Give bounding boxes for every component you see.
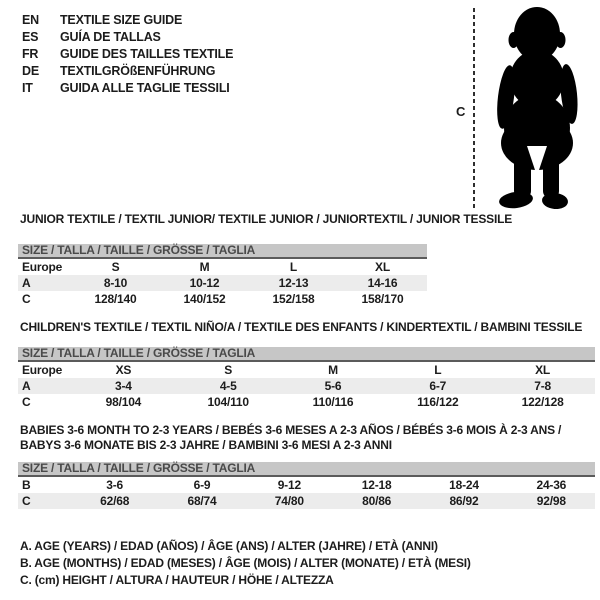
table-cell: 18-24: [449, 478, 479, 492]
size-header-bar: SIZE / TALLA / TAILLE / GRÖSSE / TAGLIA: [18, 244, 427, 259]
children-section-title: CHILDREN'S TEXTILE / TEXTIL NIÑO/A / TEXTILE DES ENFANTS / KINDERTEXTIL / BAMBINI TESSILE: [20, 320, 583, 334]
table-cell: 4-5: [219, 379, 237, 393]
table-row: [18, 493, 595, 509]
table-cell: 6-9: [193, 478, 211, 492]
language-label: GUIDA ALLE TAGLIE TESSILI: [60, 81, 230, 95]
language-label: GUIDE DES TAILLES TEXTILE: [60, 47, 234, 61]
table-cell: 3-6: [106, 478, 124, 492]
language-code: FR: [22, 47, 39, 61]
language-code: EN: [22, 13, 39, 27]
table-row: [18, 275, 427, 291]
table-cell: 86/92: [449, 494, 479, 508]
table-cell: M: [199, 260, 210, 274]
babies-title-line: BABYS 3-6 MONATE BIS 2-3 JAHRE / BAMBINI 3-6 MESI A 2-3 ANNI: [20, 438, 392, 452]
table-row: [18, 259, 427, 275]
language-list: [22, 12, 233, 97]
table-cell: 128/140: [94, 292, 137, 306]
table-cell: 122/128: [521, 395, 564, 409]
table-cell: 8-10: [103, 276, 128, 290]
row-label-cell: Europe: [22, 260, 63, 274]
babies-title-line: BABIES 3-6 MONTH TO 2-3 YEARS / BEBÉS 3-6 MESES A 2-3 AÑOS / BÉBÉS 3-6 MOIS À 2-3 ANS /: [20, 423, 562, 437]
table-cell: L: [434, 363, 442, 377]
table-cell: 12-18: [361, 478, 392, 492]
table-row: [18, 378, 595, 394]
row-label-cell: A: [22, 276, 31, 290]
measurement-legend: [20, 538, 471, 589]
table-cell: XL: [375, 260, 390, 274]
language-label: GUÍA DE TALLAS: [60, 30, 161, 44]
language-code: DE: [22, 64, 39, 78]
table-cell: 140/152: [183, 292, 226, 306]
table-cell: 14-16: [367, 276, 398, 290]
table-cell: 116/122: [417, 395, 459, 409]
table-row: [18, 362, 595, 378]
language-row: [22, 12, 233, 29]
junior-section-title: JUNIOR TEXTILE / TEXTIL JUNIOR/ TEXTILE JUNIOR / JUNIORTEXTIL / JUNIOR TESSILE: [20, 212, 513, 226]
table-cell: S: [224, 363, 233, 377]
baby-height-figure: [452, 4, 597, 214]
language-code: ES: [22, 30, 39, 44]
table-cell: 5-6: [324, 379, 342, 393]
table-cell: 62/68: [100, 494, 130, 508]
language-row: [22, 46, 233, 63]
table-cell: 7-8: [534, 379, 551, 393]
table-cell: 68/74: [187, 494, 217, 508]
height-dashed-line: [473, 8, 475, 208]
row-label-cell: Europe: [22, 363, 63, 377]
table-row: [18, 394, 595, 410]
language-row: [22, 29, 233, 46]
size-header-bar: SIZE / TALLA / TAILLE / GRÖSSE / TAGLIA: [18, 347, 595, 362]
table-cell: 6-7: [429, 379, 447, 393]
row-label-cell: C: [22, 292, 31, 306]
size-header-bar: SIZE / TALLA / TAILLE / GRÖSSE / TAGLIA: [18, 462, 595, 477]
table-cell: 80/86: [362, 494, 392, 508]
table-cell: 92/98: [536, 494, 566, 508]
table-cell: 74/80: [274, 494, 304, 508]
table-cell: 3-4: [115, 379, 132, 393]
table-cell: 98/104: [105, 395, 142, 409]
language-label: TEXTILE SIZE GUIDE: [60, 13, 183, 27]
table-cell: M: [328, 363, 338, 377]
table-cell: 110/116: [312, 395, 354, 409]
table-cell: 10-12: [189, 276, 220, 290]
language-label: TEXTILGRÖßENFÜHRUNG: [60, 64, 216, 78]
row-label-cell: C: [22, 494, 31, 508]
table-cell: 9-12: [277, 478, 301, 492]
table-cell: S: [111, 260, 120, 274]
table-cell: L: [289, 260, 298, 274]
row-label-cell: B: [22, 478, 31, 492]
row-label-cell: C: [22, 395, 31, 409]
table-cell: XL: [535, 363, 551, 377]
legend-line: A. AGE (YEARS) / EDAD (AÑOS) / ÂGE (ANS) / ALTER (JAHRE) / ETÀ (ANNI): [20, 539, 438, 553]
language-code: IT: [22, 81, 33, 95]
table-row: [18, 477, 595, 493]
table-cell: 104/110: [207, 395, 249, 409]
baby-silhouette-icon: [480, 4, 595, 211]
language-row: [22, 80, 233, 97]
table-cell: XS: [115, 363, 132, 377]
height-marker-label: C: [456, 104, 466, 119]
children-size-table: [18, 347, 595, 410]
babies-size-table: [18, 462, 595, 509]
table-cell: 152/158: [272, 292, 315, 306]
table-cell: 24-36: [536, 478, 567, 492]
junior-size-table: [18, 244, 427, 307]
table-row: [18, 291, 427, 307]
legend-line: C. (cm) HEIGHT / ALTURA / HAUTEUR / HÖHE / ALTEZZA: [20, 573, 334, 587]
language-row: [22, 63, 233, 80]
table-cell: 158/170: [361, 292, 404, 306]
babies-section-title: [20, 423, 595, 453]
legend-line: B. AGE (MONTHS) / EDAD (MESES) / ÂGE (MOIS) / ALTER (MONATE) / ETÀ (MESI): [20, 556, 471, 570]
table-cell: 12-13: [278, 276, 309, 290]
row-label-cell: A: [22, 379, 31, 393]
